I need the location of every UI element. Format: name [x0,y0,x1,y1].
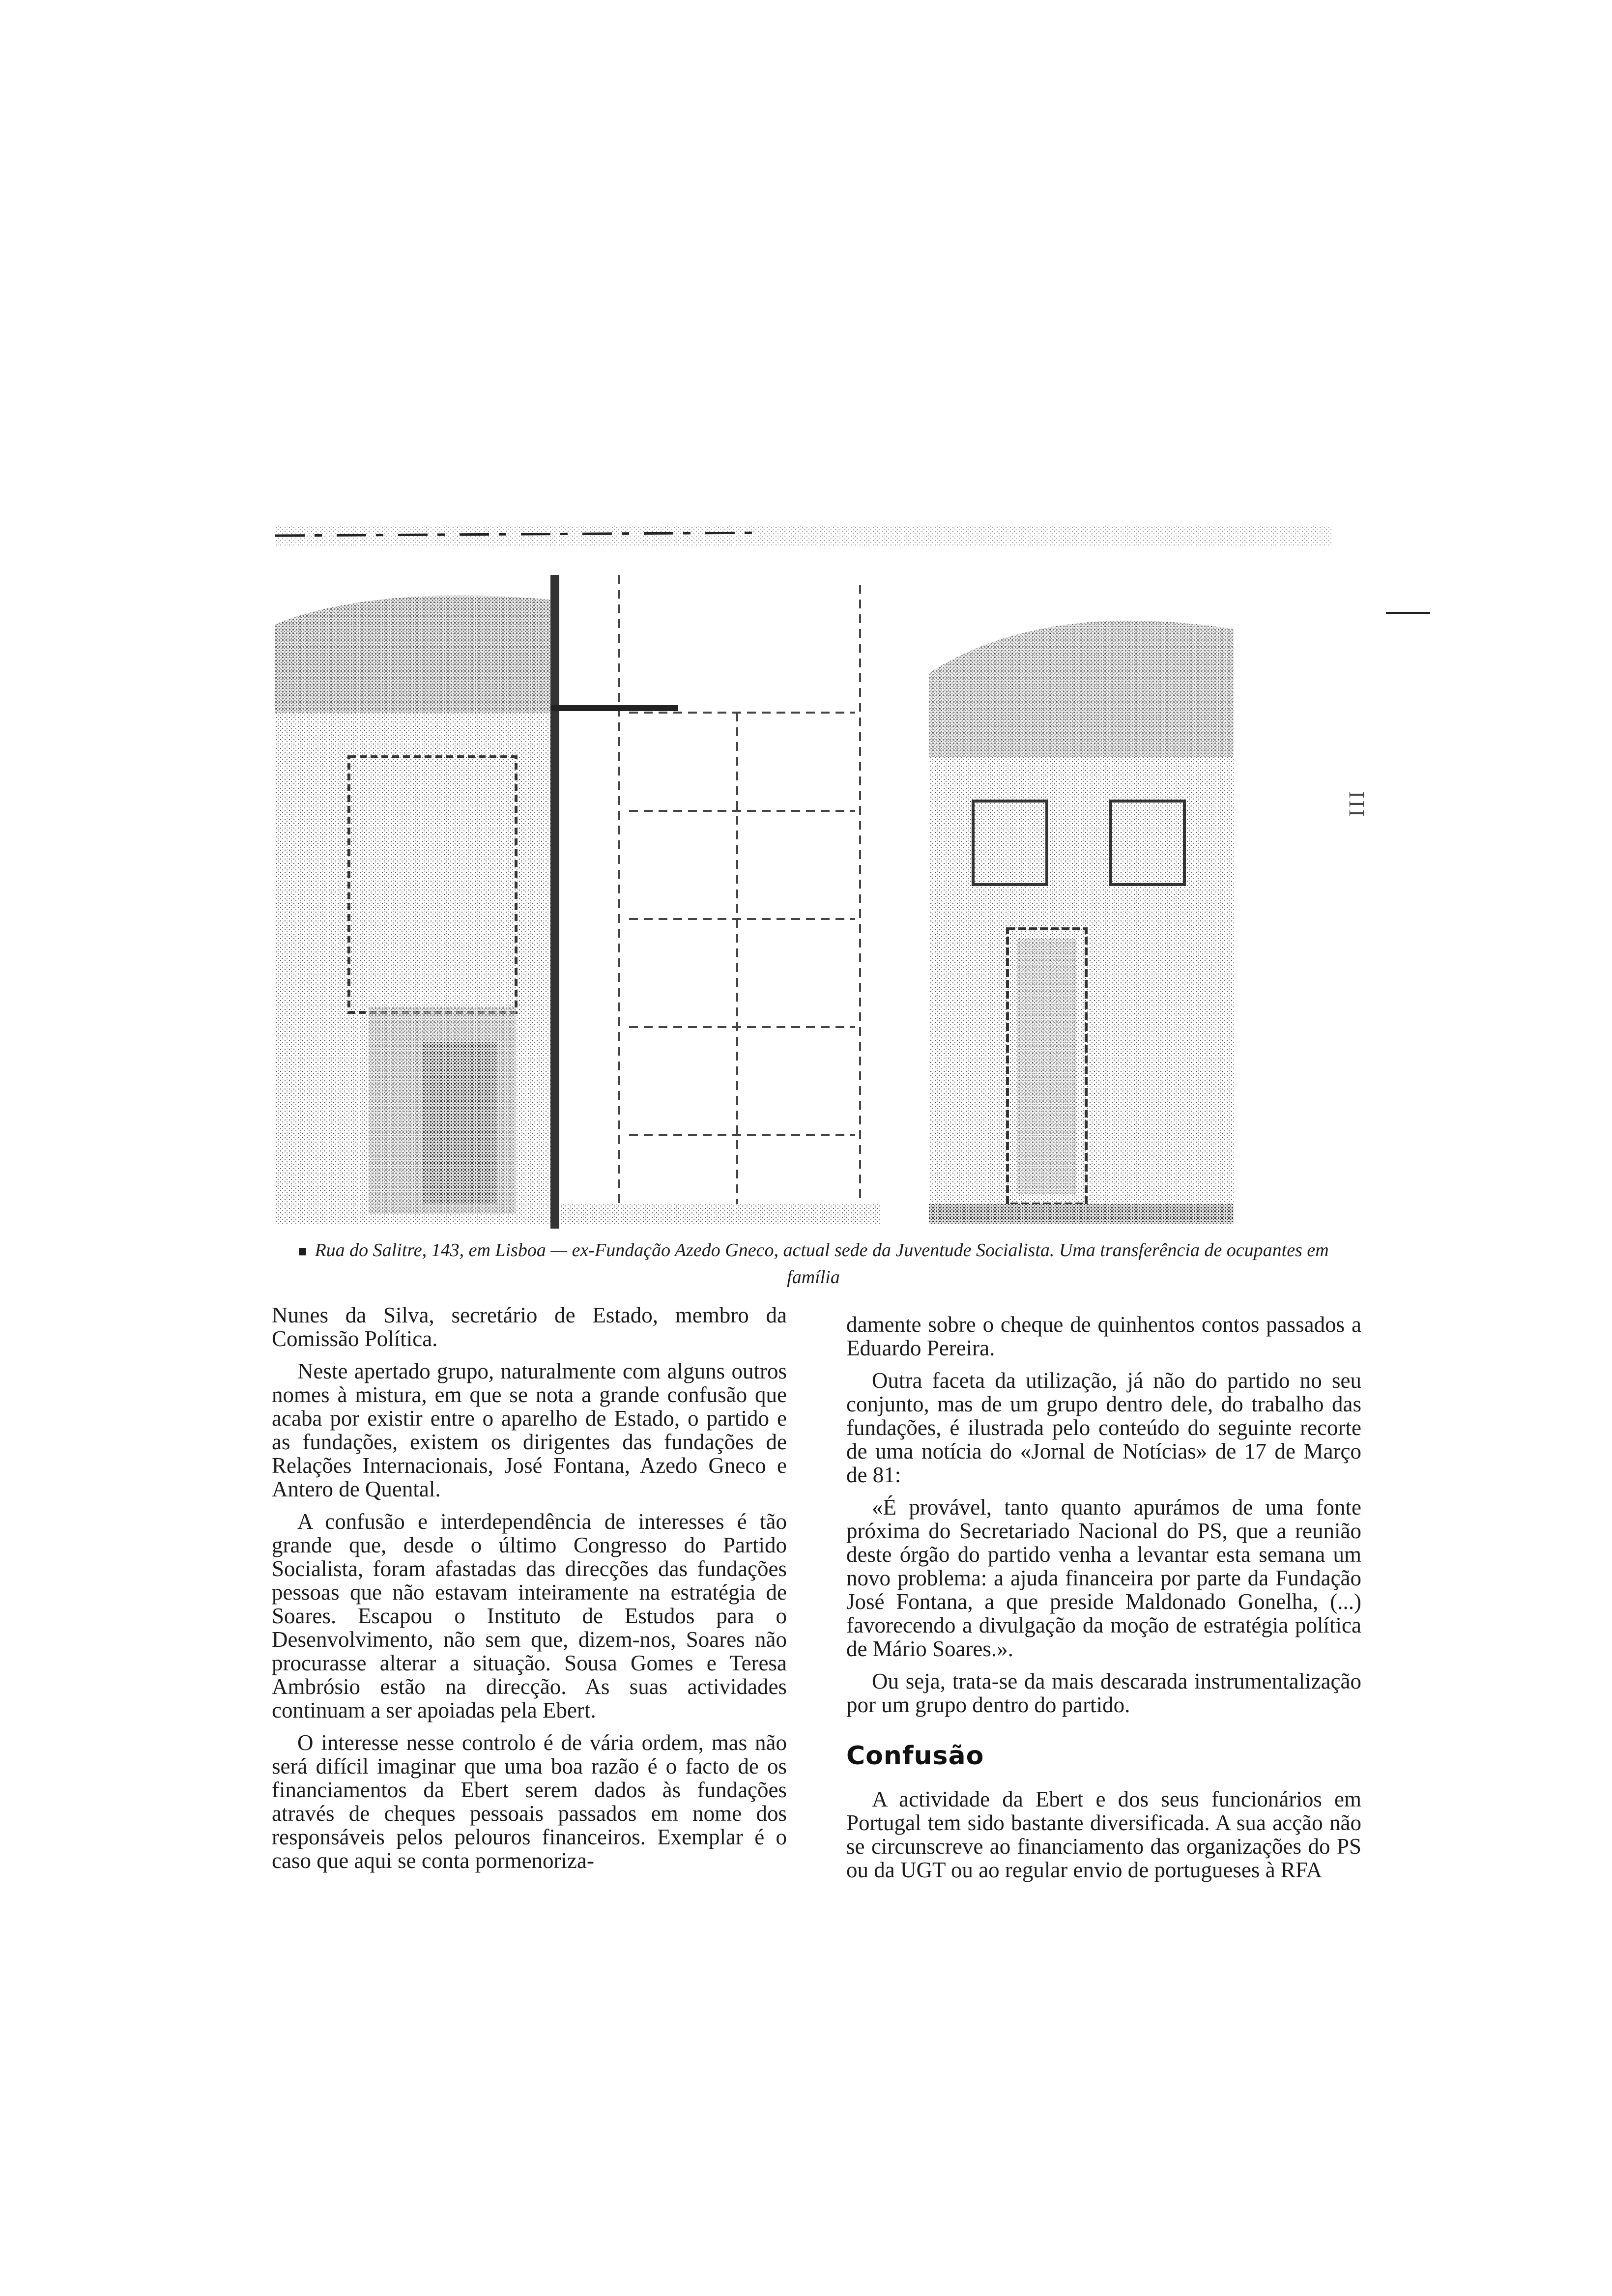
paragraph: Nunes da Silva, secretário de Estado, membro da Comissão Política. [272,1303,787,1351]
bullet-square-icon: ■ [298,1243,307,1260]
page-number: III [1345,791,1369,819]
caption-text: Rua do Salitre, 143, em Lisboa — ex-Fundação Azedo Gneco, actual sede da Juventude Socialista. Uma transferência de ocupantes em família [315,1240,1329,1288]
paragraph: damente sobre o cheque de quinhentos contos passados a Eduardo Pereira. [846,1312,1361,1360]
building-facade-illustration [275,526,1332,1234]
paragraph: A actividade da Ebert e dos seus funcionários em Portugal tem sido bastante diversificada. A sua acção não se circunscreve ao financiamento das organizações do PS ou da UGT ou ao regular envio de portugueses à RFA [846,1787,1361,1882]
paragraph: Outra faceta da utilização, já não do partido no seu conjunto, mas de um grupo dentro dele, do trabalho das fundações, é ilustrada pelo conteúdo do seguinte recorte de uma notícia do «Jornal de Notícias» de 17 de Março de 81: [846,1368,1361,1487]
right-column [846,1313,1361,1891]
paragraph: Neste apertado grupo, naturalmente com alguns outros nomes à mistura, em que se nota a grande confusão que acaba por existir entre o aparelho de Estado, o partido e as fundações, existem os dirigentes das fundações de Relações Internacionais, José Fontana, Azedo Gneco e Antero de Quental. [272,1359,787,1501]
section-heading: Confusão [846,1741,984,1771]
building-photo [275,526,1332,1234]
paragraph: Ou seja, trata-se da mais descarada instrumentalização por um grupo dentro do partido. [846,1669,1361,1717]
paragraph: O interesse nesse controlo é de vária ordem, mas não será difícil imaginar que uma boa razão é o facto de os financiamentos da Ebert serem dados às fundações através de cheques pessoais passados em nome dos responsáveis pelos pelouros financeiros. Exemplar é o caso que aqui se conta pormenoriza- [272,1730,787,1873]
photo-caption [285,1237,1342,1290]
left-column [272,1303,787,1881]
paragraph: A confusão e interdependência de interesses é tão grande que, desde o último Congresso do Partido Socialista, foram afastadas das direcções das fundações pessoas que não estavam inteiramente na estratégia de Soares. Escapou o Instituto de Estudos para o Desenvolvimento, não sem que, dizem-nos, Soares não procurasse alterar a situação. Sousa Gomes e Teresa Ambrósio estão na direcção. As suas actividades continuam a ser apoiadas pela Ebert. [272,1509,787,1722]
quoted-paragraph: «É provável, tanto quanto apurámos de uma fonte próxima do Secretariado Nacional do PS, que a reunião deste órgão do partido venha a levantar esta semana um novo problema: a ajuda financeira por parte da Fundação José Fontana, a que preside Maldonado Gonelha, (...) favorecendo a divulgação da moção de estratégia política de Mário Soares.». [846,1495,1361,1661]
scan-edge-mark [1386,612,1430,614]
